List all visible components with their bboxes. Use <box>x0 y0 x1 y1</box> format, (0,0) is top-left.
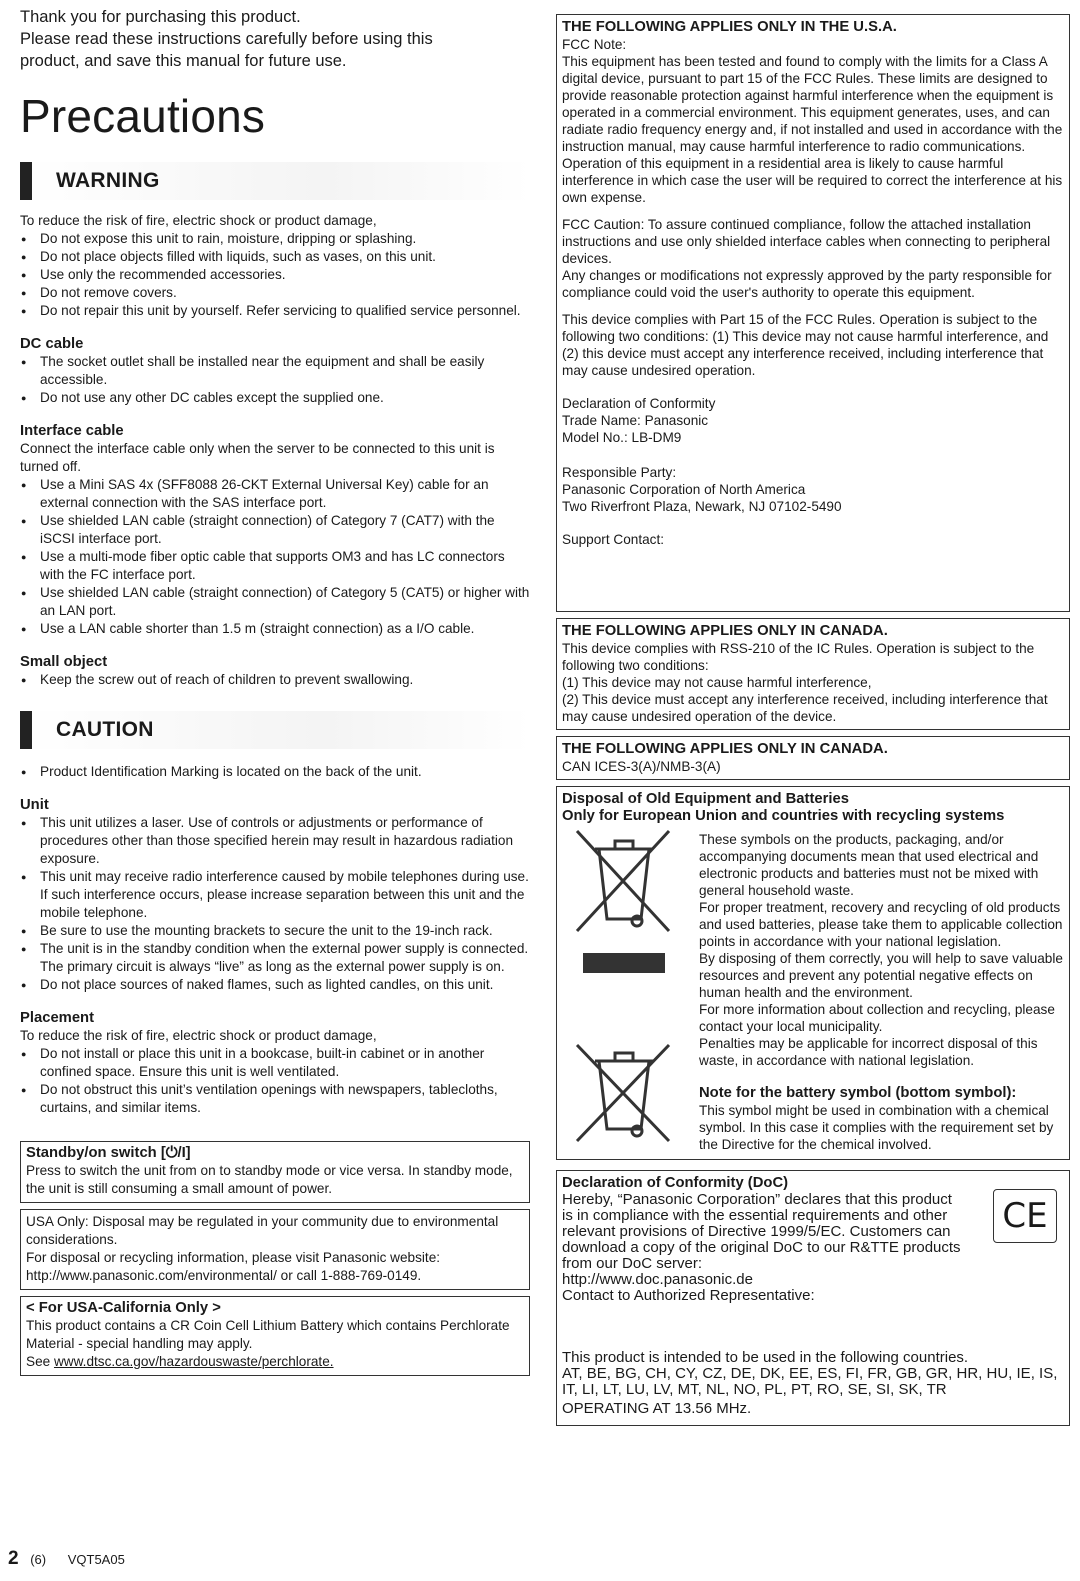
fcc-part15-text: This device complies with Part 15 of the FCC Rules. Operation is subject to the following two conditions: (1) This device may not cause harmful interference, and (2) this device must accept any interference received, including interference that may cause undesired operation. <box>562 312 1049 378</box>
fcc-changes-text: Any changes or modifications not expressly approved by the party responsible for compliance could void the user's authority to operate this equipment. <box>562 268 1052 300</box>
list-item: ● Do not obstruct this unit’s ventilation openings with newspapers, tablecloths, curtains, and similar items. <box>20 1081 530 1117</box>
dc-cable-list <box>20 353 530 407</box>
canada-heading: THE FOLLOWING APPLIES ONLY IN CANADA. <box>562 741 888 757</box>
intro-line: Please read these instructions carefully before using this <box>20 30 433 48</box>
unit-heading: Unit <box>20 797 49 813</box>
battery-note-text: This symbol might be used in combination with a chemical symbol. In this case it complies with the requirement set by the Directive for the chemical involved. <box>699 1103 1054 1152</box>
weee-heading: Disposal of Old Equipment and Batteries <box>562 791 849 807</box>
see-label: See <box>26 1354 54 1369</box>
weee-subheading: Only for European Union and countries with recycling systems <box>562 808 1005 824</box>
small-object-list <box>20 671 530 689</box>
doc-label: Declaration of Conformity <box>562 396 716 411</box>
california-heading: < For USA-California Only > <box>26 1300 221 1316</box>
interface-cable-list <box>20 476 530 638</box>
list-item: ● Do not expose this unit to rain, moisture, dripping or splashing. <box>20 230 530 248</box>
caution-heading: CAUTION <box>56 718 154 741</box>
battery-note-heading: Note for the battery symbol (bottom symbol): <box>699 1085 1017 1101</box>
warning-header <box>20 162 530 200</box>
responsible-address: Two Riverfront Plaza, Newark, NJ 07102-5490 <box>562 499 842 514</box>
spacer <box>562 515 1064 531</box>
usa-disposal-text: For disposal or recycling information, please visit Panasonic website: <box>26 1250 441 1265</box>
countries-list: AT, BE, BG, CH, CY, CZ, DE, DK, EE, ES, FI, FR, GB, GR, HR, HU, IE, IS, IT, LI, LT, LU, LV, MT, NL, NO, PL, PT, RO, SE, SI, SK, TR <box>562 1365 1058 1398</box>
list-item: ● Do not place sources of naked flames, such as lighted candles, on this unit. <box>20 976 530 994</box>
list-item: ● The socket outlet shall be installed near the equipment and shall be easily accessible. <box>20 353 530 389</box>
interface-cable-heading: Interface cable <box>20 423 124 439</box>
list-item: ● Do not install or place this unit in a bookcase, built-in cabinet or in another confined space. Ensure this unit is well ventilated. <box>20 1045 530 1081</box>
crossed-bin-icon <box>569 827 679 939</box>
canada-box-1 <box>556 618 1070 730</box>
countries-lead: This product is intended to be used in the following countries. <box>562 1349 969 1366</box>
spacer <box>562 446 1064 464</box>
spacer <box>562 1304 1064 1350</box>
page-subnumber: (6) <box>30 1552 47 1567</box>
support-contact: Support Contact: <box>562 532 665 547</box>
page-title: Precautions <box>20 90 266 142</box>
california-text: This product contains a CR Coin Cell Lithium Battery which contains Perchlorate Material - special handling may apply. <box>26 1318 510 1351</box>
standby-text: Press to switch the unit from on to standby mode or vice versa. In standby mode, the unit is still consuming a small amount of power. <box>26 1163 513 1196</box>
fcc-caution-text: FCC Caution: To assure continued compliance, follow the attached installation instructions and use only shielded interface cables when connecting to peripheral devices. <box>562 217 1051 266</box>
interface-cable-lead: Connect the interface cable only when the server to be connected to this unit is turned off. <box>20 441 495 474</box>
list-item: ● Use shielded LAN cable (straight connection) of Category 5 (CAT5) or higher with an LAN port. <box>20 584 530 620</box>
doc-url: http://www.doc.panasonic.de <box>562 1271 753 1288</box>
weee-paragraph: By disposing of them correctly, you will help to save valuable resources and prevent any potential negative effects on human health and the environment. <box>699 951 1063 1000</box>
intro-text <box>20 6 530 72</box>
weee-text <box>699 831 1064 1153</box>
spacer <box>562 206 1064 216</box>
placement-heading: Placement <box>20 1010 95 1026</box>
list-item: ● The unit is in the standby condition when the external power supply is connected. The primary circuit is always “live” as long as the external power supply is on. <box>20 940 530 976</box>
list-item: ● Be sure to use the mounting brackets to secure the unit to the 19-inch rack. <box>20 922 530 940</box>
model-number: Model No.: LB-DM9 <box>562 430 682 445</box>
california-see <box>26 1353 524 1371</box>
list-item: ● Use only the recommended accessories. <box>20 266 530 284</box>
california-box <box>20 1296 530 1376</box>
responsible-name: Panasonic Corporation of North America <box>562 482 806 497</box>
fcc-note-label: FCC Note: <box>562 37 627 52</box>
fcc-box <box>556 14 1070 612</box>
ce-mark-icon: CE <box>993 1189 1057 1243</box>
weee-paragraph: Penalties may be applicable for incorrect disposal of this waste, in accordance with national legislation. <box>699 1036 1038 1068</box>
fcc-note-text: This equipment has been tested and found to comply with the limits for a Class A digital device, pursuant to part 15 of the FCC Rules. These limits are designed to provide reasonable protection against harmful interference when the equipment is operated in a commercial environment. This equipment generates, uses, and can radiate radio frequency energy and, if not installed and used in accordance with the instruction manual, may cause harmful interference to radio communications. Operation of this equipment in a residential area is likely to cause harmful interference in which case the user will be required to correct the interference at his own expense. <box>562 54 1063 205</box>
list-item: ● Do not repair this unit by yourself. Refer servicing to qualified service personnel. <box>20 302 530 320</box>
list-item: ● This unit utilizes a laser. Use of controls or adjustments or performance of procedures other than those specified herein may result in hazardous radiation exposure. <box>20 814 530 868</box>
list-item: ● Keep the screw out of reach of children to prevent swallowing. <box>20 671 530 689</box>
usa-disposal-text: http://www.panasonic.com/environmental/ or call 1-888-769-0149. <box>26 1268 422 1283</box>
standby-heading: Standby/on switch [⏻/I] <box>26 1145 191 1161</box>
spacer <box>562 379 1064 395</box>
list-item: ● Use a LAN cable shorter than 1.5 m (straight connection) as a I/O cable. <box>20 620 530 638</box>
canada-text: (2) This device must accept any interference received, including interference that may cause undesired operation of the device. <box>562 692 1048 724</box>
weee-paragraph: For proper treatment, recovery and recycling of old products and used batteries, please take them to applicable collection points in accordance with your national legislation. <box>699 900 1063 949</box>
list-item: ● This unit may receive radio interference caused by mobile telephones during use. If such interference occurs, please increase separation between this unit and the mobile telephone. <box>20 868 530 922</box>
right-column <box>556 14 1070 1432</box>
list-item: ● Product Identification Marking is located on the back of the unit. <box>20 763 530 781</box>
doc-heading: Declaration of Conformity (DoC) <box>562 1175 789 1191</box>
doc-contact: Contact to Authorized Representative: <box>562 1287 815 1304</box>
warning-lead: To reduce the risk of fire, electric shock or product damage, <box>20 213 377 228</box>
intro-line: Thank you for purchasing this product. <box>20 8 301 26</box>
canada-heading: THE FOLLOWING APPLIES ONLY IN CANADA. <box>562 623 888 639</box>
doc-box <box>556 1170 1070 1426</box>
weee-paragraph: These symbols on the products, packaging, and/or accompanying documents mean that used electrical and electronic products and batteries must not be mixed with general household waste. <box>699 832 1039 898</box>
caution-header <box>20 711 530 749</box>
small-object-heading: Small object <box>20 654 108 670</box>
spacer <box>562 301 1064 311</box>
left-column <box>20 6 530 1376</box>
warning-heading: WARNING <box>56 169 160 192</box>
placement-lead: To reduce the risk of fire, electric shock or product damage, <box>20 1028 377 1043</box>
standby-box <box>20 1141 530 1203</box>
page-number: 2 <box>8 1548 19 1569</box>
header-marker <box>20 711 32 749</box>
operating-frequency: OPERATING AT 13.56 MHz. <box>562 1400 752 1417</box>
unit-list <box>20 814 530 994</box>
fcc-heading: THE FOLLOWING APPLIES ONLY IN THE U.S.A. <box>562 19 897 35</box>
warning-list <box>20 230 530 320</box>
intro-line: product, and save this manual for future use. <box>20 52 347 70</box>
list-item: ● Use shielded LAN cable (straight connection) of Category 7 (CAT7) with the iSCSI interface port. <box>20 512 530 548</box>
list-item: ● Use a multi-mode fiber optic cable that supports OM3 and has LC connectors with the FC interface port. <box>20 548 530 584</box>
doc-text: Hereby, “Panasonic Corporation” declares that this product is in compliance with the essential requirements and other relevant provisions of Directive 1999/5/EC. Customers can download a copy of the original DoC to our R&TTE products from our DoC server: <box>562 1191 961 1272</box>
weee-box <box>556 786 1070 1160</box>
usa-disposal-box <box>20 1209 530 1290</box>
placement-list <box>20 1045 530 1117</box>
canada-text: CAN ICES-3(A)/NMB-3(A) <box>562 759 721 774</box>
trade-name: Trade Name: Panasonic <box>562 413 709 428</box>
weee-paragraph: For more information about collection and recycling, please contact your local municipality. <box>699 1002 1055 1034</box>
header-marker <box>20 162 32 200</box>
list-item: ● Use a Mini SAS 4x (SFF8088 26-CKT External Universal Key) cable for an external connection with the SAS interface port. <box>20 476 530 512</box>
canada-box-2 <box>556 736 1070 780</box>
caution-list <box>20 763 530 781</box>
page-footer <box>8 1548 125 1570</box>
bin-underline-bar <box>583 953 665 973</box>
usa-disposal-text: USA Only: Disposal may be regulated in your community due to environmental considerations. <box>26 1214 499 1247</box>
dc-cable-heading: DC cable <box>20 336 84 352</box>
perchlorate-link[interactable]: www.dtsc.ca.gov/hazardouswaste/perchlorate. <box>53 1354 334 1369</box>
document-code: VQT5A05 <box>67 1552 125 1567</box>
list-item: ● Do not remove covers. <box>20 284 530 302</box>
responsible-label: Responsible Party: <box>562 465 677 480</box>
list-item: ● Do not place objects filled with liquids, such as vases, on this unit. <box>20 248 530 266</box>
crossed-battery-bin-icon <box>569 1041 679 1145</box>
list-item: ● Do not use any other DC cables except the supplied one. <box>20 389 530 407</box>
canada-text: This device complies with RSS-210 of the IC Rules. Operation is subject to the following two conditions: <box>562 641 1035 673</box>
canada-text: (1) This device may not cause harmful interference, <box>562 675 872 690</box>
